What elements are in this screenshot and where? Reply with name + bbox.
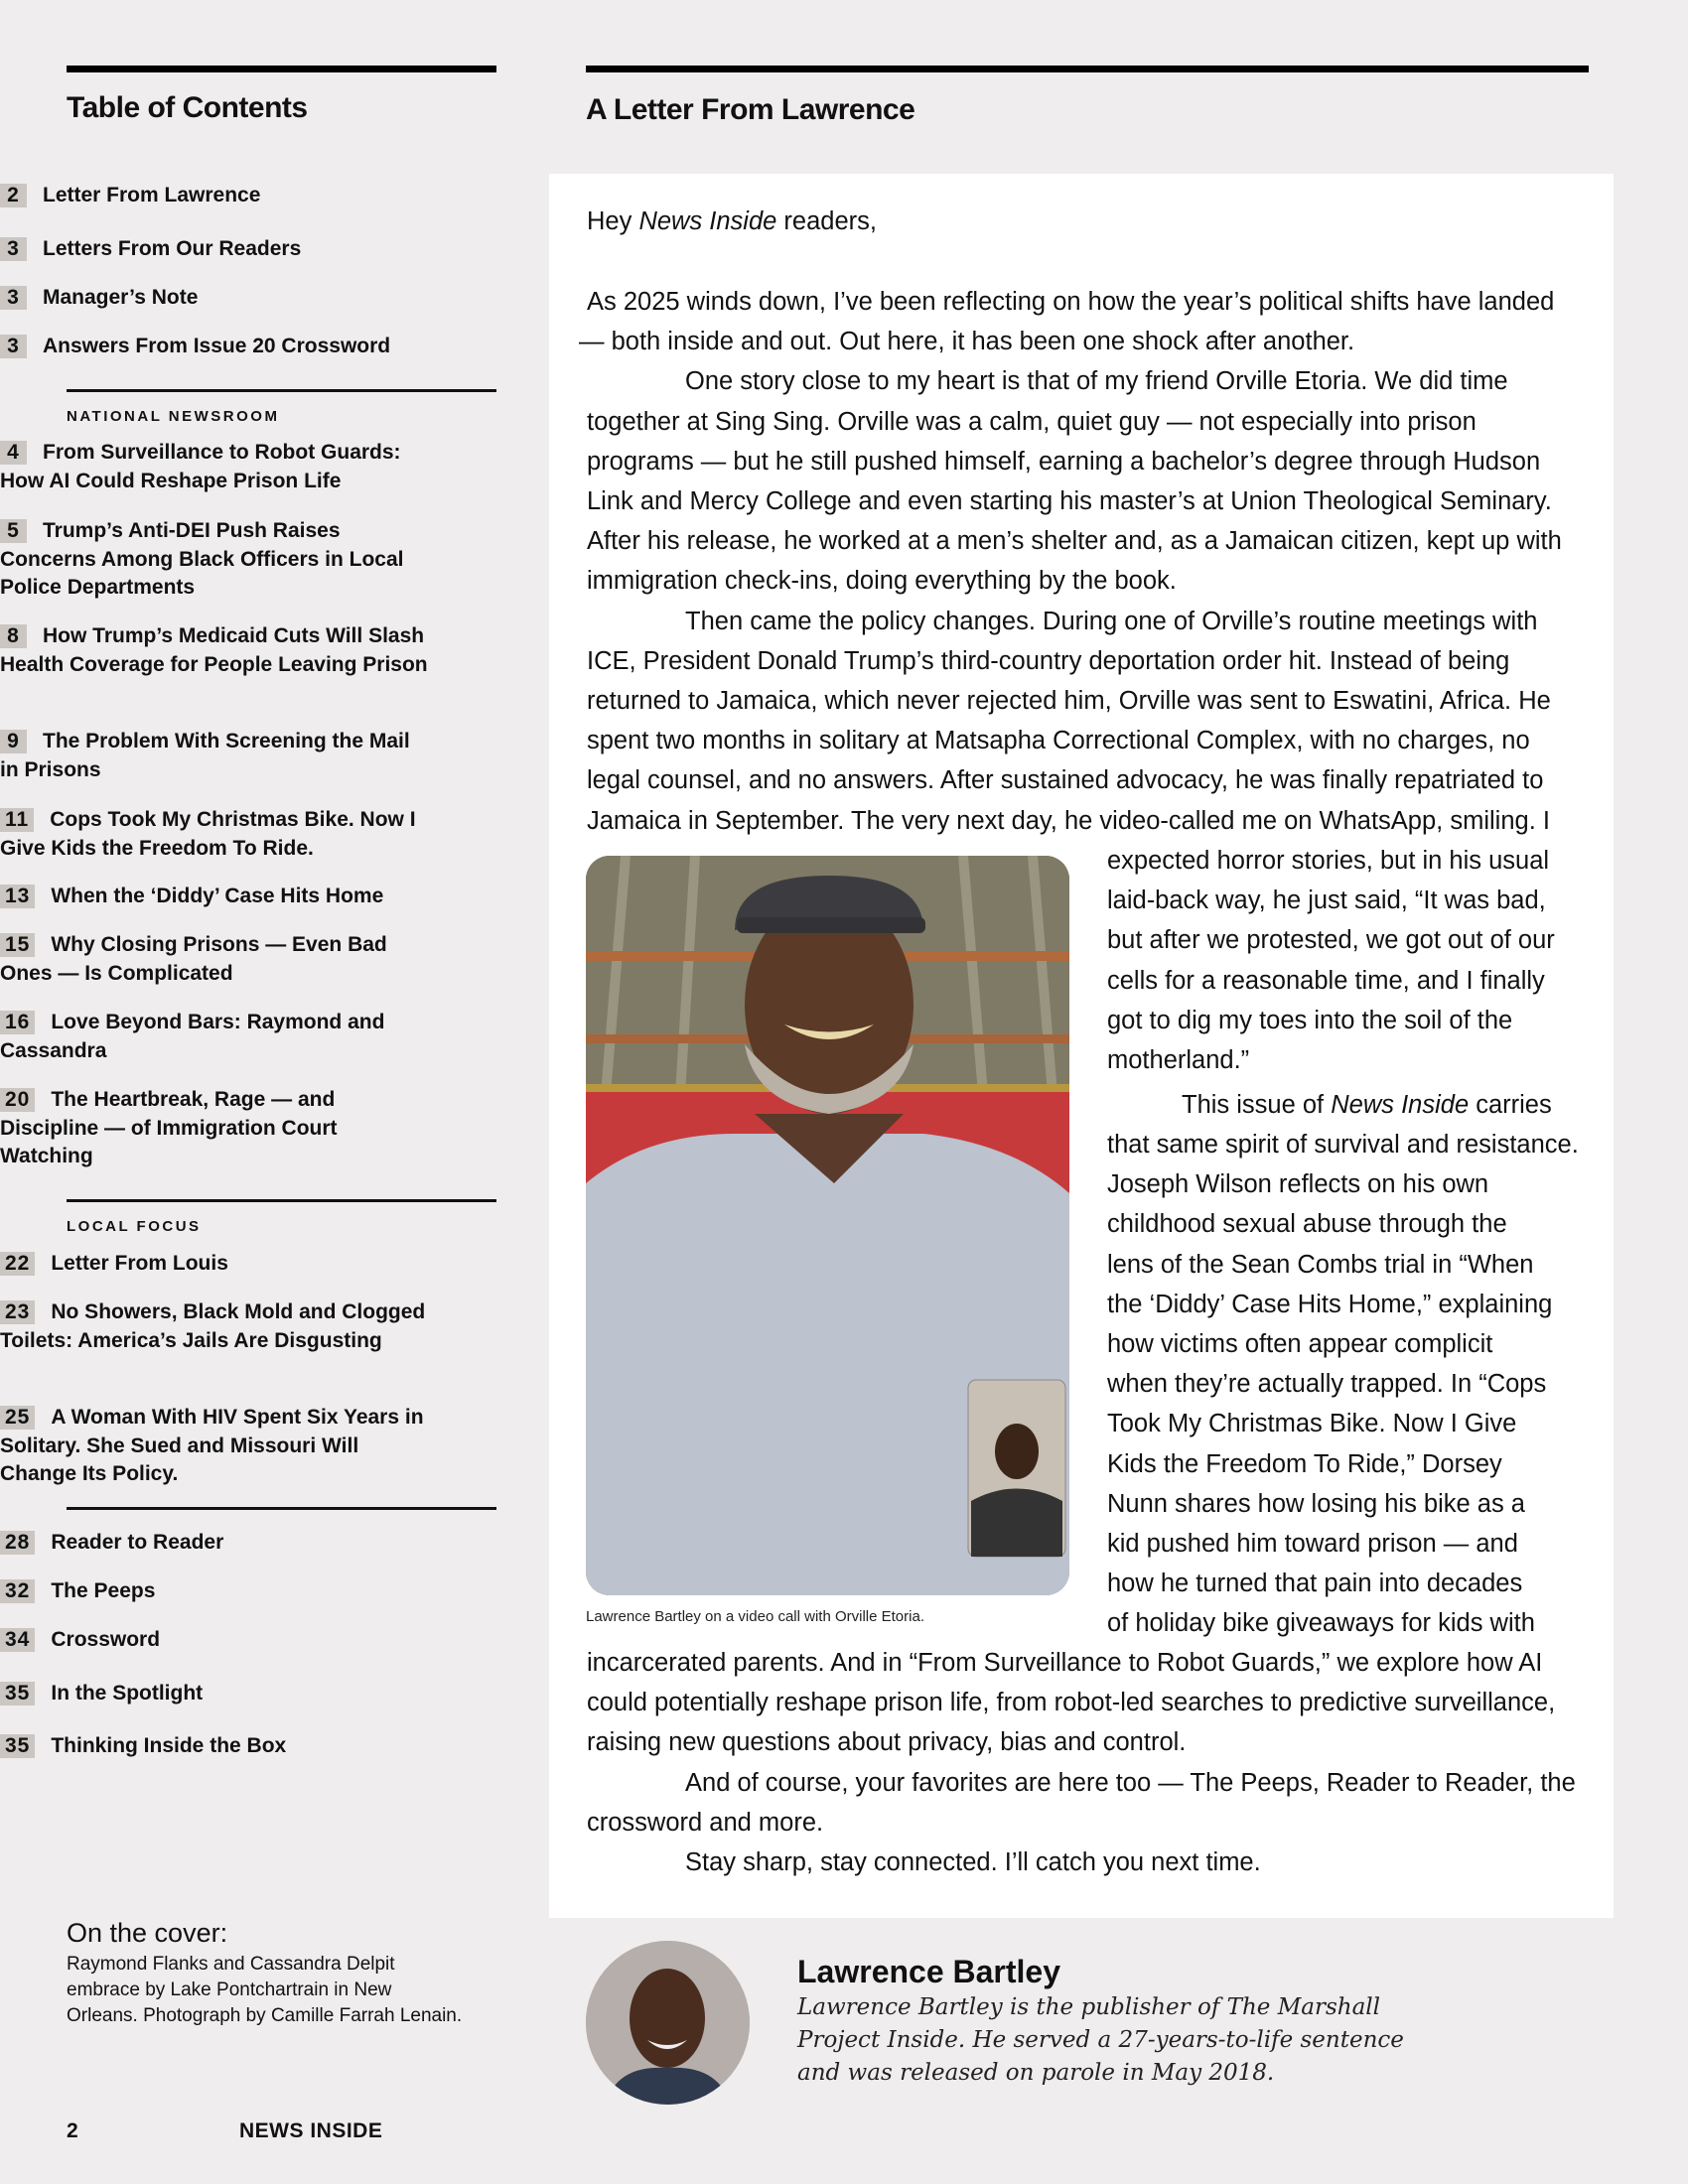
toc-page-number: 34 [0, 1628, 35, 1652]
toc-page-number: 35 [0, 1682, 35, 1706]
toc-item-bottom[interactable] [0, 1529, 430, 1558]
letter-line: — both inside and out. Out here, it has been one shock after another. [579, 328, 1355, 356]
section-divider [67, 389, 496, 392]
issue-pre: This issue of [1182, 1091, 1332, 1119]
toc-item-title: Answers From Issue 20 Crossword [43, 335, 391, 357]
toc-item-national[interactable] [0, 806, 430, 863]
letter-line: got to dig my toes into the soil of the [1107, 1006, 1513, 1034]
toc-page-number: 28 [0, 1531, 35, 1555]
letter-line: incarcerated parents. And in “From Surveillance to Robot Guards,” we explore how AI [587, 1649, 1543, 1677]
toc-page-number: 2 [0, 184, 27, 207]
letter-line: cells for a reasonable time, and I finally [1107, 966, 1545, 995]
toc-item-top[interactable] [0, 333, 430, 361]
toc-item-title: When the ‘Diddy’ Case Hits Home [51, 885, 384, 907]
letter-line: returned to Jamaica, which never rejected him, Orville was sent to Eswatini, Africa. He [587, 687, 1551, 715]
author-bio-line: Project Inside. He served a 27-years-to-life sentence [797, 2027, 1404, 2053]
toc-page-number: 15 [0, 933, 35, 957]
letter-line: raising new questions about privacy, bias and control. [587, 1728, 1187, 1757]
toc-item-national[interactable] [0, 883, 430, 911]
toc-item-title: Crossword [51, 1628, 161, 1651]
letter-line: that same spirit of survival and resistance. [1107, 1131, 1579, 1159]
cover-description: Raymond Flanks and Cassandra Delpit embrace by Lake Pontchartrain in New Orleans. Photograph by Camille Farrah Lenain. [67, 1954, 463, 2026]
author-portrait [586, 1941, 750, 2105]
letter-line: And of course, your favorites are here too — The Peeps, Reader to Reader, the [685, 1768, 1576, 1797]
toc-item-national[interactable] [0, 931, 430, 988]
toc-item-title: Reader to Reader [51, 1531, 224, 1554]
author-bio-line: Lawrence Bartley is the publisher of The Marshall [797, 1994, 1381, 2020]
toc-item-title: Trump’s Anti-DEI Push Raises Concerns Among Black Officers in Local Police Departments [0, 519, 404, 599]
letter-line: Took My Christmas Bike. Now I Give [1107, 1410, 1517, 1438]
photo-illustration [586, 856, 1069, 1595]
publication-name: NEWS INSIDE [239, 2119, 383, 2142]
letter-greeting [587, 202, 877, 241]
letter-line: when they’re actually trapped. In “Cops [1107, 1370, 1547, 1399]
letter-line: spent two months in solitary at Matsapha Correctional Complex, with no charges, no [587, 727, 1530, 755]
toc-item-title: Letters From Our Readers [43, 237, 302, 260]
toc-page-number: 32 [0, 1579, 35, 1603]
letter-line: expected horror stories, but in his usual [1107, 847, 1550, 875]
toc-item-top[interactable] [0, 182, 430, 210]
letter-line: After his release, he worked at a men’s shelter and, as a Jamaican citizen, kept up with [587, 527, 1562, 556]
toc-item-national[interactable] [0, 1086, 430, 1171]
letter-line: crossword and more. [587, 1808, 824, 1837]
toc-item-title: Thinking Inside the Box [51, 1734, 287, 1757]
toc-page-number: 5 [0, 519, 27, 543]
letter-line: Jamaica in September. The very next day, he video-called me on WhatsApp, smiling. I [587, 806, 1550, 835]
toc-page-number: 9 [0, 730, 27, 753]
toc-item-title: Cops Took My Christmas Bike. Now I Give Kids the Freedom To Ride. [0, 808, 416, 860]
letter-line: childhood sexual abuse through the [1107, 1210, 1507, 1239]
toc-page-number: 4 [0, 441, 27, 465]
greeting-pre: Hey [587, 207, 639, 235]
toc-item-title: The Problem With Screening the Mail in Prisons [0, 730, 410, 781]
toc-item-bottom[interactable] [0, 1680, 430, 1708]
letter-line: how he turned that pain into decades [1107, 1570, 1523, 1598]
toc-item-national[interactable] [0, 728, 430, 784]
toc-item-title: How Trump’s Medicaid Cuts Will Slash Health Coverage for People Leaving Prison [0, 624, 428, 676]
letter-line: lens of the Sean Combs trial in “When [1107, 1250, 1534, 1279]
toc-item-local[interactable] [0, 1250, 430, 1279]
toc-item-title: A Woman With HIV Spent Six Years in Solitary. She Sued and Missouri Will Change Its Policy. [0, 1406, 424, 1485]
letter-line: As 2025 winds down, I’ve been reflecting on how the year’s political shifts have landed [587, 288, 1555, 316]
toc-item-local[interactable] [0, 1404, 430, 1489]
toc-item-title: Letter From Lawrence [43, 184, 261, 206]
author-bio [797, 1991, 1413, 2090]
letter-line: ICE, President Donald Trump’s third-country deportation order hit. Instead of being [587, 646, 1510, 675]
letter-line: how victims often appear complicit [1107, 1330, 1493, 1358]
toc-item-title: Manager’s Note [43, 286, 199, 309]
letter-line: Link and Mercy College and even starting his master’s at Union Theological Seminary. [587, 487, 1552, 515]
letter-line: Joseph Wilson reflects on his own [1107, 1170, 1489, 1199]
author-name: Lawrence Bartley [797, 1954, 1061, 1989]
toc-page-number: 11 [0, 808, 34, 832]
toc-page-number: 35 [0, 1734, 35, 1758]
toc-item-top[interactable] [0, 284, 430, 313]
photo-caption: Lawrence Bartley on a video call with Orville Etoria. [586, 1608, 924, 1625]
toc-page-number: 23 [0, 1300, 35, 1324]
letter-line: the ‘Diddy’ Case Hits Home,” explaining [1107, 1290, 1553, 1318]
toc-page-number: 13 [0, 885, 35, 908]
toc-item-bottom[interactable] [0, 1577, 430, 1606]
toc-item-local[interactable] [0, 1298, 430, 1355]
toc-item-title: No Showers, Black Mold and Clogged Toilets: America’s Jails Are Disgusting [0, 1300, 426, 1352]
section-label-local: LOCAL FOCUS [67, 1218, 202, 1235]
letter-line: programs — but he still pushed himself, earning a bachelor’s degree through Hudson [587, 447, 1541, 476]
letter-line: immigration check-ins, doing everything by the book. [587, 567, 1177, 596]
letter-line: of holiday bike giveaways for kids with [1107, 1609, 1535, 1638]
letter-line: One story close to my heart is that of my friend Orville Etoria. We did time [685, 367, 1508, 396]
letter-title: A Letter From Lawrence [586, 93, 915, 126]
greeting-post: readers, [776, 207, 877, 235]
toc-page-number: 20 [0, 1088, 35, 1112]
letter-line: laid-back way, he just said, “It was bad, [1107, 887, 1546, 915]
letter-line: legal counsel, and no answers. After sustained advocacy, he was finally repatriated to [587, 766, 1544, 795]
toc-item-national[interactable] [0, 622, 430, 679]
letter-line: together at Sing Sing. Orville was a calm, quiet guy — not especially into prison [587, 407, 1477, 436]
toc-item-bottom[interactable] [0, 1732, 430, 1761]
toc-item-top[interactable] [0, 235, 430, 264]
author-avatar [586, 1941, 750, 2105]
toc-top-rule [67, 66, 496, 72]
section-divider [67, 1507, 496, 1510]
letter-line: Nunn shares how losing his bike as a [1107, 1489, 1525, 1518]
page-number: 2 [67, 2119, 78, 2142]
toc-item-title: The Peeps [51, 1579, 156, 1602]
toc-item-title: In the Spotlight [51, 1682, 204, 1705]
toc-page-number: 22 [0, 1252, 35, 1276]
issue-italic: News Inside [1331, 1091, 1470, 1119]
toc-title: Table of Contents [67, 91, 308, 124]
toc-item-national[interactable] [0, 1009, 430, 1065]
toc-page-number: 25 [0, 1406, 35, 1430]
toc-item-national[interactable] [0, 517, 430, 603]
letter-line: kid pushed him toward prison — and [1107, 1530, 1518, 1558]
section-label-national: NATIONAL NEWSROOM [67, 408, 280, 425]
letter-line: Kids the Freedom To Ride,” Dorsey [1107, 1449, 1502, 1478]
toc-page-number: 16 [0, 1011, 35, 1034]
toc-item-title: Love Beyond Bars: Raymond and Cassandra [0, 1011, 385, 1062]
publication-italic: News Inside [638, 207, 777, 235]
letter-line: motherland.” [1107, 1046, 1250, 1074]
toc-page-number: 3 [0, 237, 27, 261]
section-divider [67, 1199, 496, 1202]
toc-page-number: 3 [0, 335, 27, 358]
toc-item-title: Letter From Louis [51, 1252, 228, 1275]
toc-item-national[interactable] [0, 439, 430, 495]
letter-top-rule [586, 66, 1589, 72]
video-call-photo [586, 856, 1069, 1595]
letter-line: but after we protested, we got out of our [1107, 926, 1555, 955]
issue-line [1182, 1085, 1552, 1125]
issue-post: carries [1469, 1091, 1552, 1119]
letter-line: could potentially reshape prison life, from robot-led searches to predictive surveillance, [587, 1689, 1556, 1717]
toc-item-bottom[interactable] [0, 1626, 430, 1655]
toc-page-number: 3 [0, 286, 27, 310]
cover-heading: On the cover: [67, 1918, 228, 1948]
toc-item-title: The Heartbreak, Rage — and Discipline — of Immigration Court Watching [0, 1088, 338, 1167]
author-bio-line: and was released on parole in May 2018. [797, 2060, 1275, 2086]
letter-line: Stay sharp, stay connected. I’ll catch you next time. [685, 1848, 1261, 1876]
toc-item-title: From Surveillance to Robot Guards: How AI Could Reshape Prison Life [0, 441, 401, 492]
toc-item-title: Why Closing Prisons — Even Bad Ones — Is Complicated [0, 933, 387, 985]
letter-line: Then came the policy changes. During one of Orville’s routine meetings with [685, 607, 1538, 635]
toc-page-number: 8 [0, 624, 27, 648]
